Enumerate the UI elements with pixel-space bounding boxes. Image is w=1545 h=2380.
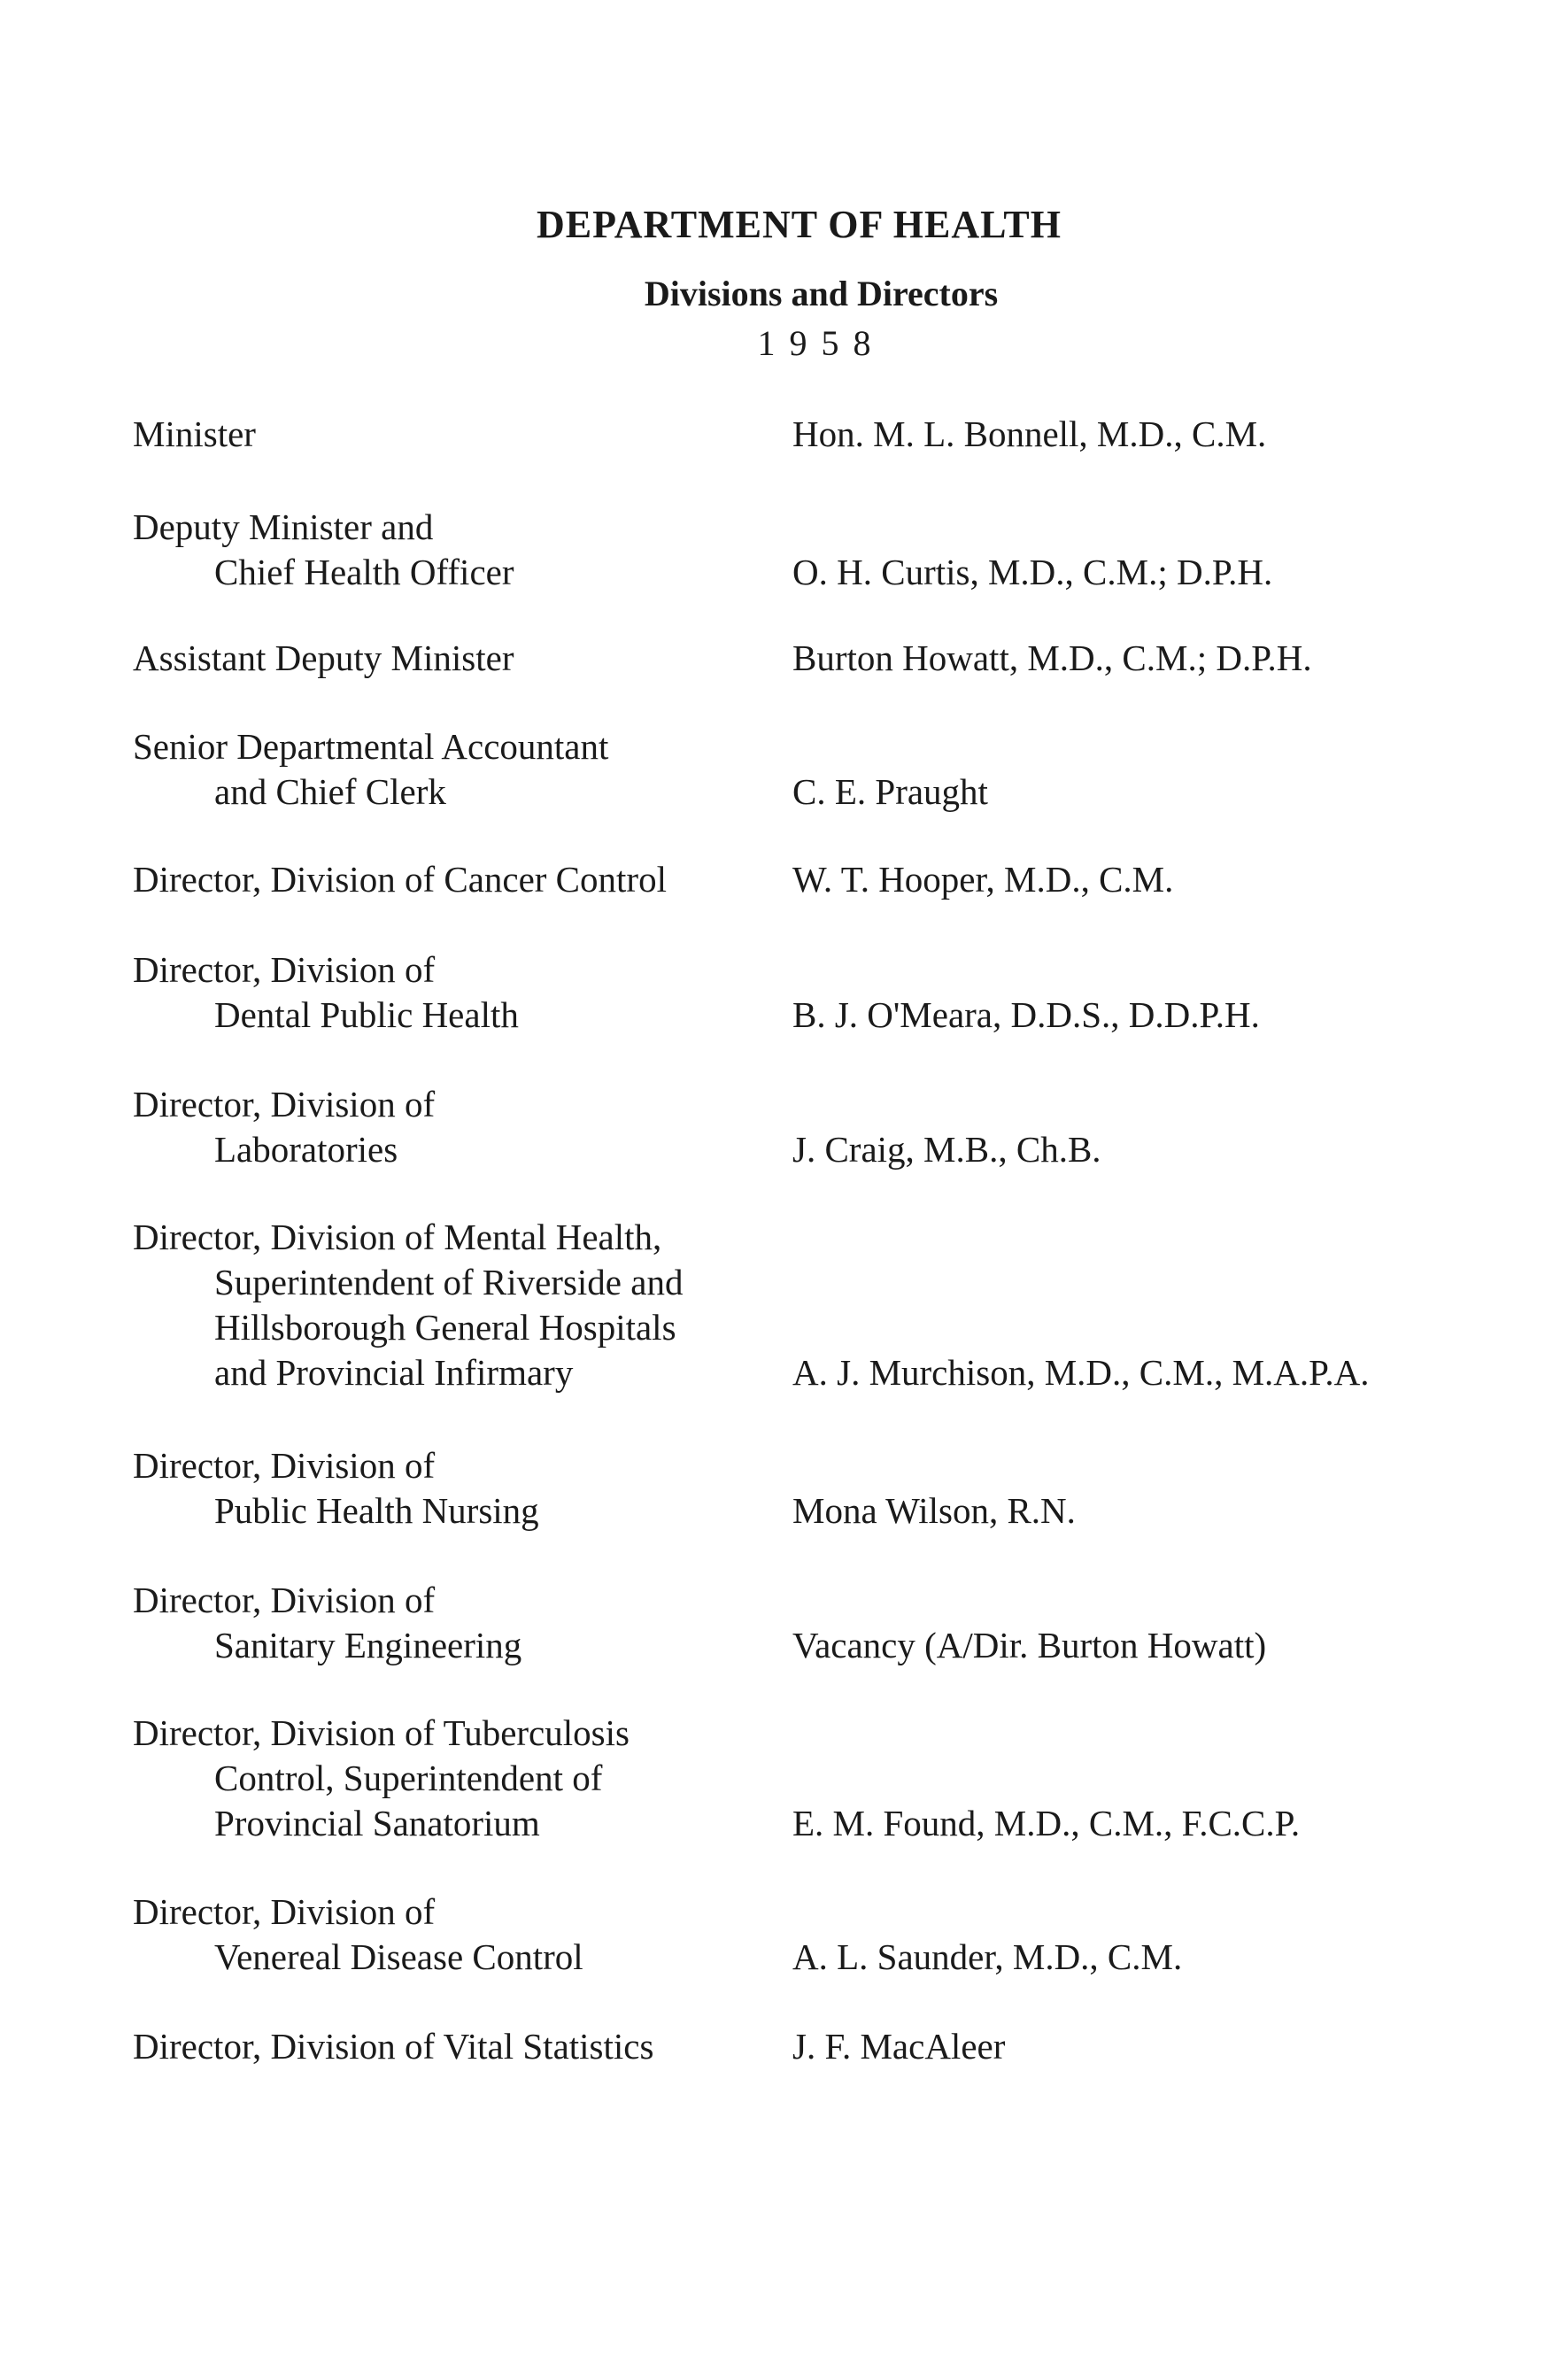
officer-name: W. T. Hooper, M.D., C.M. bbox=[792, 859, 1174, 900]
position-title-line: Director, Division of bbox=[133, 1891, 436, 1932]
position-title-line: Hillsborough General Hospitals bbox=[214, 1307, 676, 1348]
position-title-line: and Chief Clerk bbox=[214, 771, 446, 812]
officer-name: A. L. Saunder, M.D., C.M. bbox=[792, 1936, 1183, 1977]
officer-name: C. E. Praught bbox=[792, 771, 988, 812]
position-title-line: Control, Superintendent of bbox=[214, 1758, 603, 1798]
position-title-line: Director, Division of bbox=[133, 1580, 436, 1620]
position-title bbox=[133, 412, 806, 457]
position-title-line: Assistant Deputy Minister bbox=[133, 638, 514, 678]
position-title bbox=[133, 724, 806, 815]
position-title bbox=[133, 2024, 806, 2069]
position-title bbox=[133, 857, 806, 902]
page-year: 1958 bbox=[757, 323, 885, 363]
position-title bbox=[133, 1711, 806, 1846]
position-title-line: Public Health Nursing bbox=[214, 1490, 539, 1531]
position-title-line: Director, Division of Tuberculosis bbox=[133, 1712, 630, 1753]
position-title-line: Director, Division of bbox=[133, 949, 436, 990]
position-title-line: Laboratories bbox=[214, 1129, 398, 1170]
position-title bbox=[133, 1082, 806, 1172]
position-title-line: Deputy Minister and bbox=[133, 506, 434, 547]
officer-name: E. M. Found, M.D., C.M., F.C.C.P. bbox=[792, 1803, 1301, 1843]
position-title-line: Superintendent of Riverside and bbox=[214, 1262, 684, 1302]
position-title-line: Minister bbox=[133, 413, 256, 454]
position-title-line: Chief Health Officer bbox=[214, 552, 514, 592]
position-title bbox=[133, 1889, 806, 1980]
officer-name: Mona Wilson, R.N. bbox=[792, 1490, 1076, 1531]
position-title bbox=[133, 947, 806, 1038]
position-title bbox=[133, 636, 806, 681]
position-title-line: Director, Division of bbox=[133, 1445, 436, 1486]
position-title-line: Director, Division of Mental Health, bbox=[133, 1217, 662, 1257]
officer-name: A. J. Murchison, M.D., C.M., M.A.P.A. bbox=[792, 1352, 1370, 1393]
page-title: DEPARTMENT OF HEALTH bbox=[537, 203, 1062, 246]
officer-name: J. Craig, M.B., Ch.B. bbox=[792, 1129, 1101, 1170]
position-title-line: Sanitary Engineering bbox=[214, 1625, 522, 1665]
position-title bbox=[133, 505, 806, 595]
position-title-line: Venereal Disease Control bbox=[214, 1936, 583, 1977]
officer-name: Burton Howatt, M.D., C.M.; D.P.H. bbox=[792, 638, 1312, 678]
officer-name: O. H. Curtis, M.D., C.M.; D.P.H. bbox=[792, 552, 1273, 592]
officer-name: J. F. MacAleer bbox=[792, 2026, 1006, 2067]
position-title-line: Dental Public Health bbox=[214, 994, 519, 1035]
position-title bbox=[133, 1443, 806, 1534]
position-title-line: and Provincial Infirmary bbox=[214, 1352, 574, 1393]
position-title-line: Director, Division of Cancer Control bbox=[133, 859, 667, 900]
officer-name: Hon. M. L. Bonnell, M.D., C.M. bbox=[792, 413, 1267, 454]
position-title-line: Director, Division of Vital Statistics bbox=[133, 2026, 654, 2067]
officer-name: Vacancy (A/Dir. Burton Howatt) bbox=[792, 1625, 1267, 1665]
position-title-line: Director, Division of bbox=[133, 1084, 436, 1124]
position-title bbox=[133, 1215, 806, 1395]
officer-name: B. J. O'Meara, D.D.S., D.D.P.H. bbox=[792, 994, 1260, 1035]
position-title bbox=[133, 1578, 806, 1668]
position-title-line: Provincial Sanatorium bbox=[214, 1803, 540, 1843]
page-subtitle: Divisions and Directors bbox=[644, 274, 999, 313]
position-title-line: Senior Departmental Accountant bbox=[133, 726, 609, 767]
